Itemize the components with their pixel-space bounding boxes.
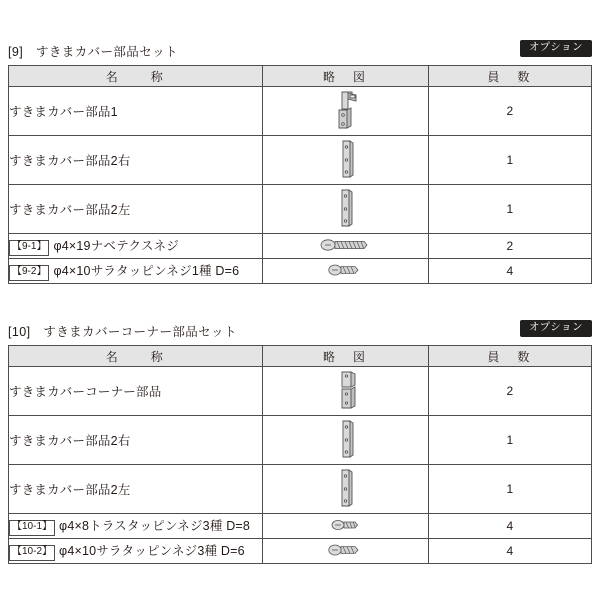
part-name-cell: [9, 136, 263, 185]
part-name: すきまカバーコーナー部品: [9, 385, 162, 399]
flat-bar-left-icon: [334, 467, 358, 509]
part-figure-cell: [263, 514, 428, 539]
flat-head-screw-icon: [326, 263, 366, 277]
part-name: φ4×19ナベテクスネジ: [53, 239, 179, 254]
part-name: すきまカバー部品2左: [9, 203, 131, 217]
part-name: すきまカバー部品2左: [9, 483, 131, 497]
option-badge: オプション: [520, 320, 592, 337]
part-name-cell: [9, 259, 263, 284]
part-figure-cell: [263, 234, 428, 259]
part-quantity: 2: [428, 367, 591, 416]
part-figure-cell: [263, 136, 428, 185]
table-header-row: [9, 66, 592, 87]
table-row: [9, 514, 592, 539]
part-name-cell: [9, 539, 263, 564]
parts-section-9: [8, 40, 592, 284]
part-code: 【10-1】: [9, 520, 55, 536]
bracket-assembly-icon: [326, 89, 366, 131]
table-row: [9, 136, 592, 185]
part-name: すきまカバー部品2右: [9, 154, 131, 168]
part-figure-cell: [263, 539, 428, 564]
part-name: すきまカバー部品2右: [9, 434, 131, 448]
column-header-name: 名 称: [9, 346, 263, 367]
part-name: φ4×8トラスタッピンネジ3種 D=8: [59, 519, 251, 534]
table-row: [9, 185, 592, 234]
part-name-cell: [9, 185, 263, 234]
table-row: [9, 539, 592, 564]
part-figure-cell: [263, 367, 428, 416]
part-name: すきまカバー部品1: [9, 105, 118, 119]
part-quantity: 4: [428, 514, 591, 539]
part-figure-cell: [263, 465, 428, 514]
section-title: [9] すきまカバー部品セット: [8, 45, 178, 59]
part-quantity: 2: [428, 87, 591, 136]
part-quantity: 4: [428, 259, 591, 284]
part-name-cell: [9, 514, 263, 539]
corner-bracket-icon: [331, 369, 361, 411]
part-quantity: 1: [428, 136, 591, 185]
part-quantity: 4: [428, 539, 591, 564]
part-quantity: 1: [428, 465, 591, 514]
part-figure-cell: [263, 185, 428, 234]
table-row: [9, 234, 592, 259]
truss-head-screw-icon: [329, 518, 363, 532]
table-header-row: [9, 346, 592, 367]
part-quantity: 2: [428, 234, 591, 259]
table-row: [9, 259, 592, 284]
part-name: φ4×10サラタッピンネジ3種 D=6: [59, 544, 245, 559]
part-figure-cell: [263, 87, 428, 136]
column-header-figure: 略 図: [263, 346, 428, 367]
section-header: [8, 320, 592, 342]
part-name-cell: [9, 416, 263, 465]
parts-section-10: [8, 320, 592, 564]
part-name-cell: [9, 87, 263, 136]
part-quantity: 1: [428, 416, 591, 465]
part-code: 【9-2】: [9, 265, 49, 281]
table-row: [9, 367, 592, 416]
part-name-cell: [9, 465, 263, 514]
column-header-quantity: 員 数: [428, 66, 591, 87]
part-name-cell: [9, 367, 263, 416]
pan-head-screw-icon: [318, 238, 374, 252]
table-row: [9, 465, 592, 514]
flat-bar-left-icon: [334, 187, 358, 229]
flat-bar-right-icon: [334, 418, 358, 460]
part-name-cell: [9, 234, 263, 259]
section-header: [8, 40, 592, 62]
column-header-figure: 略 図: [263, 66, 428, 87]
part-figure-cell: [263, 259, 428, 284]
flat-head-screw-icon: [326, 543, 366, 557]
table-row: [9, 87, 592, 136]
column-header-quantity: 員 数: [428, 346, 591, 367]
part-name: φ4×10サラタッピンネジ1種 D=6: [53, 264, 240, 279]
parts-table: [8, 65, 592, 284]
table-row: [9, 416, 592, 465]
option-badge: オプション: [520, 40, 592, 57]
part-figure-cell: [263, 416, 428, 465]
section-title: [10] すきまカバーコーナー部品セット: [8, 325, 237, 339]
part-code: 【9-1】: [9, 240, 49, 256]
parts-table: [8, 345, 592, 564]
column-header-name: 名 称: [9, 66, 263, 87]
part-quantity: 1: [428, 185, 591, 234]
part-code: 【10-2】: [9, 545, 55, 561]
flat-bar-right-icon: [334, 138, 358, 180]
